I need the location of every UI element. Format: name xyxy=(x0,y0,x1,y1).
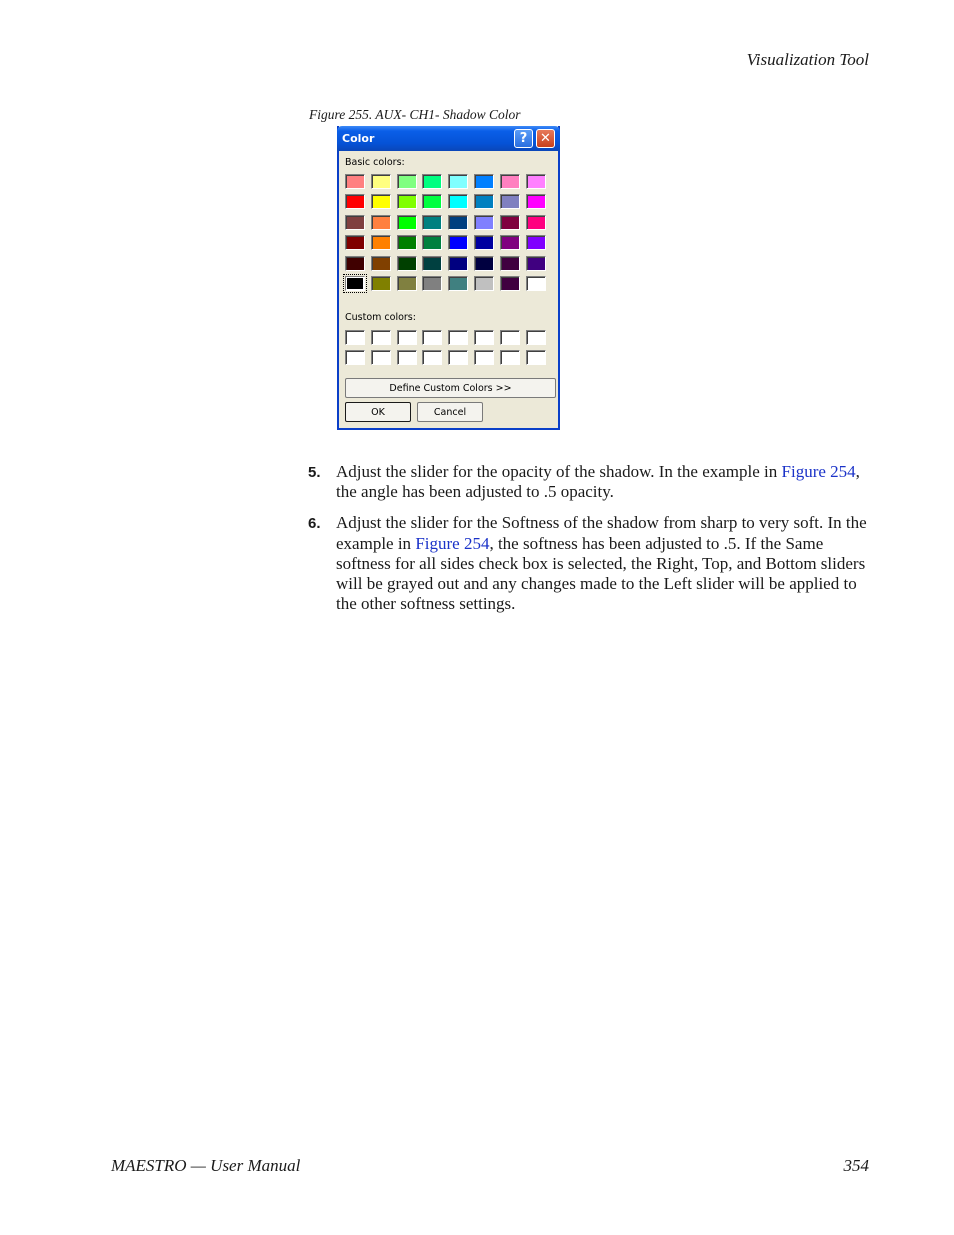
basic-color-swatch[interactable] xyxy=(371,276,391,291)
basic-color-swatch[interactable] xyxy=(345,256,365,271)
custom-color-swatch[interactable] xyxy=(371,350,391,365)
page-number: 354 xyxy=(843,1156,869,1175)
custom-color-swatch[interactable] xyxy=(500,350,520,365)
basic-color-swatch[interactable] xyxy=(422,256,442,271)
basic-color-swatch[interactable] xyxy=(448,235,468,250)
basic-color-swatch[interactable] xyxy=(422,194,442,209)
figure-link[interactable]: Figure 254 xyxy=(415,533,490,553)
basic-color-swatch[interactable] xyxy=(448,276,468,291)
cancel-button[interactable]: Cancel xyxy=(417,402,483,422)
custom-color-swatch[interactable] xyxy=(345,330,365,345)
basic-color-swatch[interactable] xyxy=(500,235,520,250)
basic-colors-label: Basic colors: xyxy=(345,157,405,168)
basic-color-swatch[interactable] xyxy=(448,194,468,209)
basic-color-swatch[interactable] xyxy=(371,256,391,271)
basic-color-swatch[interactable] xyxy=(397,174,417,189)
dialog-title: Color xyxy=(342,132,375,145)
basic-color-swatch[interactable] xyxy=(345,276,365,291)
color-dialog xyxy=(337,126,560,430)
basic-color-swatch[interactable] xyxy=(397,235,417,250)
basic-color-swatch[interactable] xyxy=(448,174,468,189)
basic-color-swatch[interactable] xyxy=(448,215,468,230)
basic-color-swatch[interactable] xyxy=(500,276,520,291)
custom-colors-grid xyxy=(345,330,546,365)
custom-color-swatch[interactable] xyxy=(448,330,468,345)
basic-color-swatch[interactable] xyxy=(474,215,494,230)
basic-color-swatch[interactable] xyxy=(422,276,442,291)
basic-color-swatch[interactable] xyxy=(526,215,546,230)
basic-color-swatch[interactable] xyxy=(345,194,365,209)
step-5 xyxy=(308,462,873,502)
basic-color-swatch[interactable] xyxy=(500,256,520,271)
basic-color-swatch[interactable] xyxy=(397,215,417,230)
step-text: , the softness has been adjusted to .5. If the Same softness for all sides check box is selected, the Right, Top, and Bottom sliders will be grayed out and any changes made to the Left slider will be applied to the other softness settings. xyxy=(336,533,866,614)
ok-button[interactable]: OK xyxy=(345,402,411,422)
help-icon[interactable]: ? xyxy=(514,129,533,148)
custom-color-swatch[interactable] xyxy=(500,330,520,345)
basic-color-swatch[interactable] xyxy=(526,235,546,250)
basic-color-swatch[interactable] xyxy=(371,235,391,250)
basic-color-swatch[interactable] xyxy=(500,174,520,189)
basic-color-swatch[interactable] xyxy=(474,235,494,250)
custom-color-swatch[interactable] xyxy=(526,330,546,345)
custom-color-swatch[interactable] xyxy=(526,350,546,365)
custom-color-swatch[interactable] xyxy=(345,350,365,365)
basic-colors-grid xyxy=(345,174,546,291)
basic-color-swatch[interactable] xyxy=(526,256,546,271)
figure-link[interactable]: Figure 254 xyxy=(781,462,856,481)
basic-color-swatch[interactable] xyxy=(526,174,546,189)
basic-color-swatch[interactable] xyxy=(345,235,365,250)
basic-color-swatch[interactable] xyxy=(345,215,365,230)
custom-color-swatch[interactable] xyxy=(371,330,391,345)
custom-color-swatch[interactable] xyxy=(474,330,494,345)
custom-color-swatch[interactable] xyxy=(448,350,468,365)
basic-color-swatch[interactable] xyxy=(474,256,494,271)
step-text: Adjust the slider for the Softness of the shadow from sharp to very soft. In the example in xyxy=(336,513,867,553)
basic-color-swatch[interactable] xyxy=(371,194,391,209)
basic-color-swatch[interactable] xyxy=(500,215,520,230)
running-header: Visualization Tool xyxy=(746,50,869,69)
custom-colors-label: Custom colors: xyxy=(345,312,416,323)
basic-color-swatch[interactable] xyxy=(526,276,546,291)
basic-color-swatch[interactable] xyxy=(422,174,442,189)
basic-color-swatch[interactable] xyxy=(526,194,546,209)
custom-color-swatch[interactable] xyxy=(422,350,442,365)
basic-color-swatch[interactable] xyxy=(371,174,391,189)
basic-color-swatch[interactable] xyxy=(345,174,365,189)
basic-color-swatch[interactable] xyxy=(500,194,520,209)
close-icon[interactable]: ✕ xyxy=(536,129,555,148)
footer-manual-title: MAESTRO — User Manual xyxy=(111,1156,301,1175)
custom-color-swatch[interactable] xyxy=(422,330,442,345)
basic-color-swatch[interactable] xyxy=(448,256,468,271)
basic-color-swatch[interactable] xyxy=(397,276,417,291)
step-number: 6. xyxy=(308,515,321,533)
define-custom-colors-button[interactable]: Define Custom Colors >> xyxy=(345,378,556,398)
instruction-steps xyxy=(308,462,873,625)
basic-color-swatch[interactable] xyxy=(397,194,417,209)
basic-color-swatch[interactable] xyxy=(474,174,494,189)
step-text: , the angle has been adjusted to .5 opacity. xyxy=(336,462,860,502)
basic-color-swatch[interactable] xyxy=(422,215,442,230)
basic-color-swatch[interactable] xyxy=(474,194,494,209)
figure-caption: Figure 255. AUX- CH1- Shadow Color xyxy=(309,107,521,122)
step-6 xyxy=(308,513,873,614)
step-number: 5. xyxy=(308,464,321,481)
basic-color-swatch[interactable] xyxy=(397,256,417,271)
step-text: Adjust the slider for the opacity of the shadow. In the example in xyxy=(336,462,782,481)
basic-color-swatch[interactable] xyxy=(474,276,494,291)
custom-color-swatch[interactable] xyxy=(397,350,417,365)
dialog-titlebar[interactable] xyxy=(337,126,560,151)
custom-color-swatch[interactable] xyxy=(397,330,417,345)
basic-color-swatch[interactable] xyxy=(422,235,442,250)
basic-color-swatch[interactable] xyxy=(371,215,391,230)
custom-color-swatch[interactable] xyxy=(474,350,494,365)
